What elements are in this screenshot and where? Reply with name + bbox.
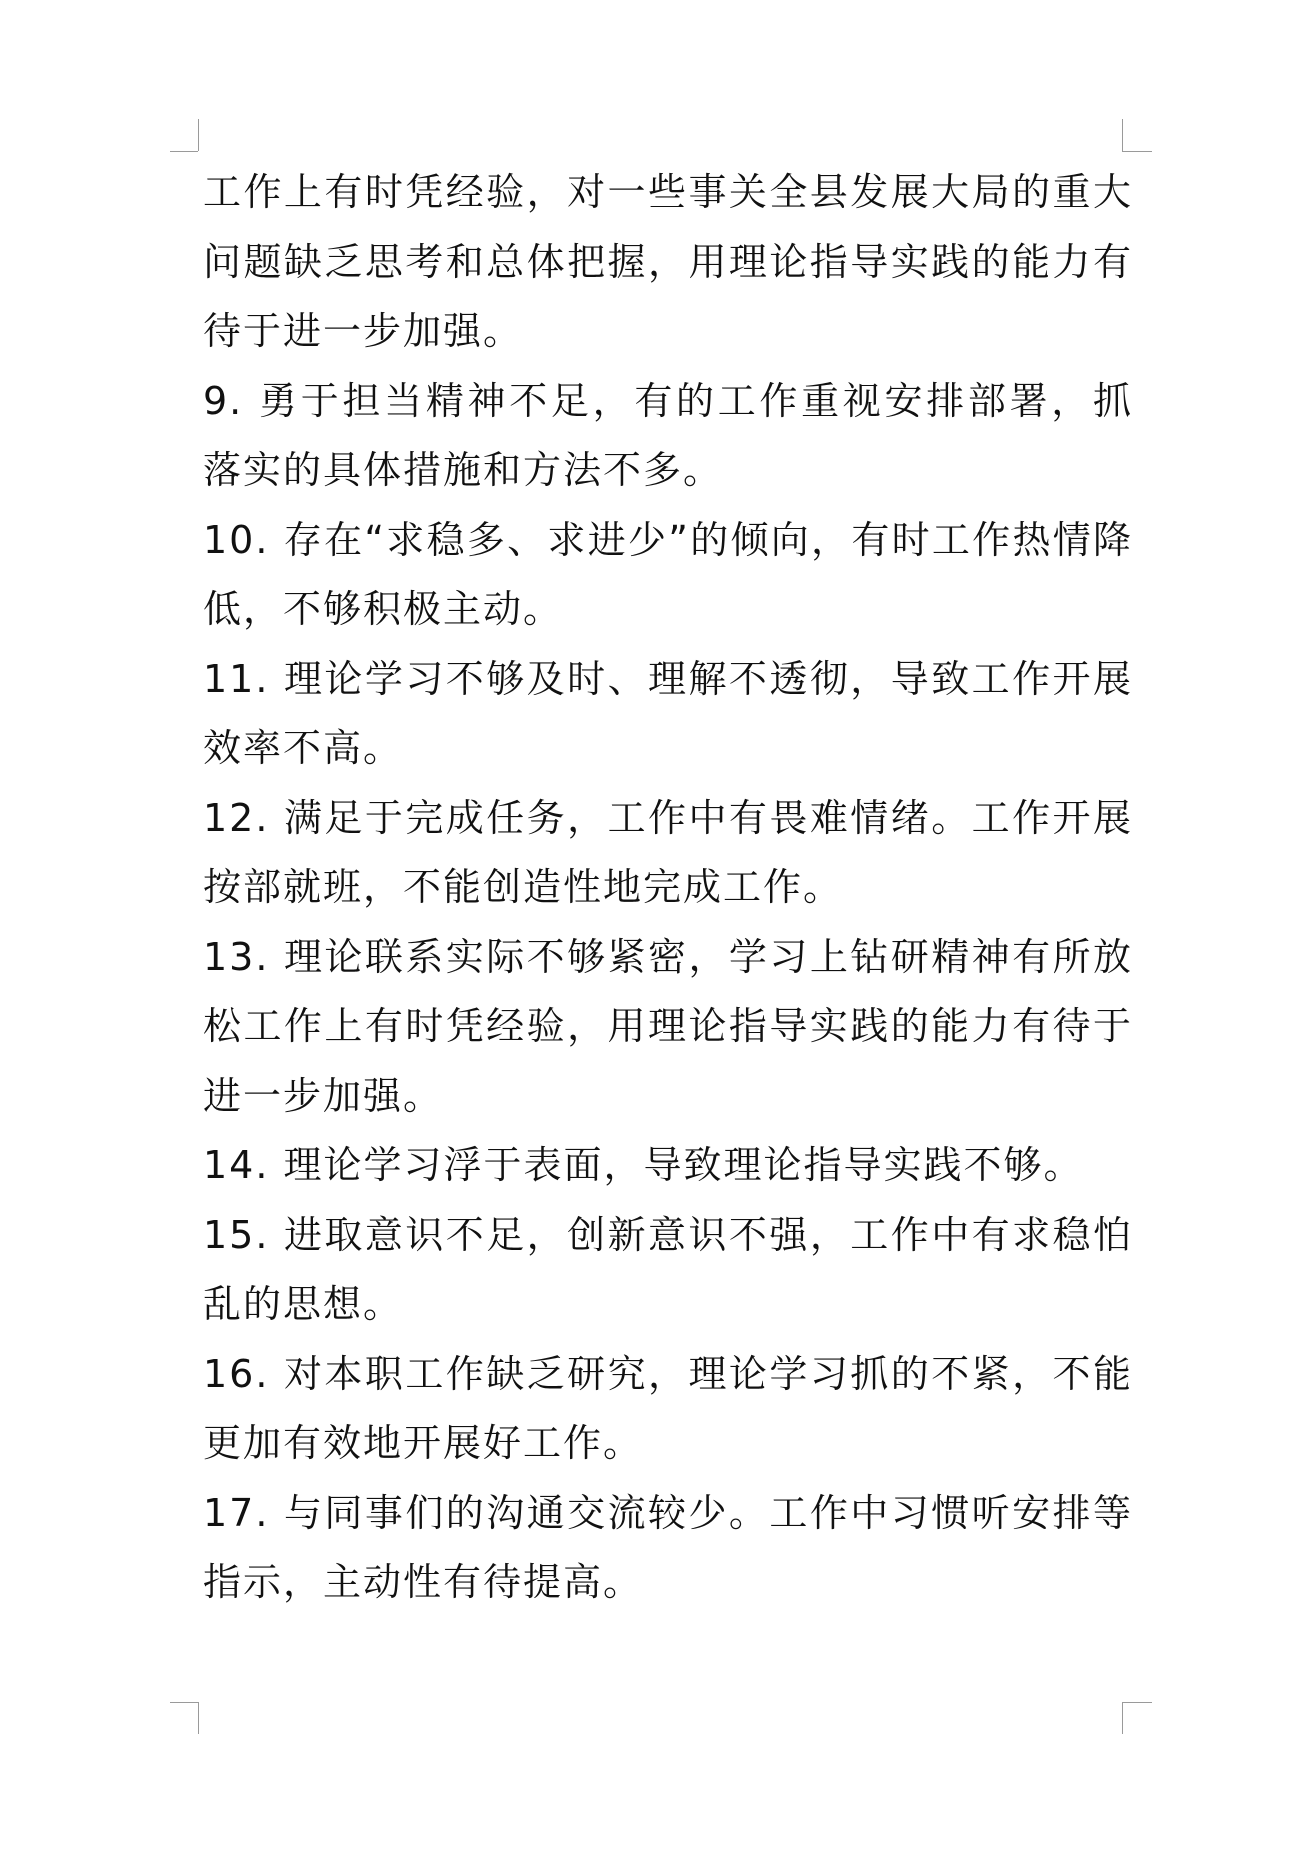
paragraph-item-12: 12. 满足于完成任务，工作中有畏难情绪。工作开展按部就班，不能创造性地完成工作。 — [203, 795, 1133, 909]
paragraph-item-14: 14. 理论学习浮于表面，导致理论指导实践不够。 — [203, 1143, 1084, 1187]
crop-mark-top-right — [1122, 119, 1123, 151]
paragraph-item-15: 15. 进取意识不足，创新意识不强，工作中有求稳怕乱的思想。 — [203, 1212, 1133, 1326]
document-body — [203, 158, 1133, 1618]
crop-mark-bottom-left — [198, 1702, 199, 1734]
crop-mark-bottom-right — [1122, 1702, 1152, 1703]
crop-mark-bottom-right — [1122, 1702, 1123, 1734]
crop-mark-top-left — [170, 151, 198, 152]
paragraph-item-17: 17. 与同事们的沟通交流较少。工作中习惯听安排等指示，主动性有待提高。 — [203, 1490, 1133, 1604]
crop-mark-bottom-left — [170, 1702, 198, 1703]
paragraph-item-10: 10. 存在“求稳多、求进少”的倾向，有时工作热情降低，不够积极主动。 — [203, 517, 1133, 631]
paragraph-item-13: 13. 理论联系实际不够紧密，学习上钻研精神有所放松工作上有时凭经验，用理论指导实践的能力有待于进一步加强。 — [203, 934, 1133, 1118]
paragraph: 工作上有时凭经验，对一些事关全县发展大局的重大问题缺乏思考和总体把握，用理论指导实践的能力有待于进一步加强。 — [203, 170, 1133, 353]
crop-mark-top-left — [198, 119, 199, 151]
crop-mark-top-right — [1122, 151, 1152, 152]
paragraph-item-16: 16. 对本职工作缺乏研究，理论学习抓的不紧，不能更加有效地开展好工作。 — [203, 1351, 1133, 1465]
paragraph-item-11: 11. 理论学习不够及时、理解不透彻，导致工作开展效率不高。 — [203, 656, 1133, 770]
paragraph-item-9: 9. 勇于担当精神不足，有的工作重视安排部署，抓落实的具体措施和方法不多。 — [203, 378, 1133, 492]
